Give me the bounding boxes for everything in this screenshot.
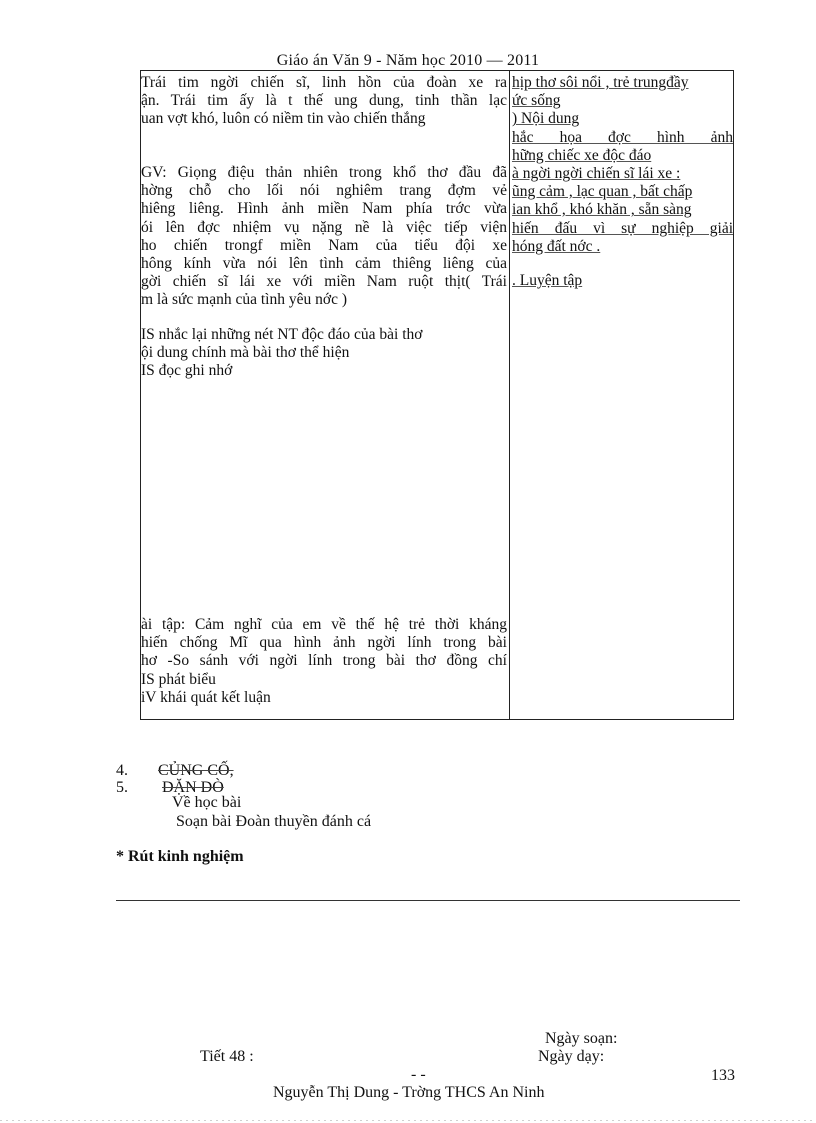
right-line: hóng đất nớc .: [512, 237, 601, 255]
left-line: gời chiến sĩ lái xe với miền Nam ruột thịt( Trái: [141, 273, 507, 291]
right-line: ) Nội dung: [512, 110, 580, 128]
footer-author: Nguyễn Thị Dung - Trờng THCS An Ninh: [273, 1084, 545, 1101]
left-block-1: [141, 74, 507, 129]
left-line: uan vợt khó, luôn có niềm tin vào chiến thắng: [141, 110, 426, 128]
prep-date-label: Ngày soạn:: [545, 1030, 618, 1047]
right-block-1: [512, 74, 733, 256]
task-review: Về học bài: [172, 794, 242, 811]
left-block-4: [141, 616, 507, 707]
footer-dotted-line: [0, 1120, 816, 1121]
left-line: hiến chống Mĩ qua hình ảnh ngời lính trong bài: [141, 634, 507, 652]
left-line: hờng chỗ cho lối nói nghiêm trang đợm vẻ: [141, 182, 507, 200]
teach-date-label: Ngày dạy:: [538, 1048, 605, 1065]
right-line: ian khổ , khó khăn , sẵn sàng: [512, 201, 692, 219]
section-5-label: DẶN DÒ: [162, 779, 224, 796]
left-line: ội dung chính mà bài thơ thể hiện: [141, 344, 350, 362]
page-header-title: Giáo án Văn 9 - Năm học 2010 — 2011: [276, 52, 540, 69]
section-4-number: 4.: [116, 762, 128, 779]
left-line: ận. Trái tim ấy là t thế ung dung, tinh thần lạc: [141, 92, 507, 110]
left-line: ho chiến trongf miền Nam của tiểu đội xe: [141, 236, 507, 254]
left-line: iV khái quát kết luận: [141, 688, 271, 706]
right-line: ức sống: [512, 92, 561, 110]
page-number: 133: [711, 1067, 735, 1084]
left-line: IS đọc ghi nhớ: [141, 362, 233, 380]
right-line: . Luyện tập: [512, 272, 583, 289]
right-line: hững chiếc xe độc đáo: [512, 146, 652, 164]
experience-rule: [116, 900, 740, 901]
task-prepare: Soạn bài Đoàn thuyền đánh cá: [176, 813, 372, 830]
left-line: m là sức mạnh của tình yêu nớc ): [141, 291, 347, 309]
left-line: GV: Giọng điệu thản nhiên trong khổ thơ đầu đã: [141, 164, 507, 181]
left-line: Trái tim ngời chiến sĩ, linh hồn của đoàn xe ra: [141, 74, 507, 91]
left-block-2: [141, 164, 507, 310]
experience-heading: * Rút kinh nghiệm: [116, 848, 244, 865]
left-line: hông kính vừa nói lên tình cảm thiêng liêng của: [141, 254, 507, 272]
right-line: hịp thơ sôi nổi , trẻ trungđầy: [512, 74, 689, 91]
right-line: ũng cảm , lạc quan , bất chấp: [512, 183, 693, 201]
left-line: hơ -So sánh với ngời lính trong bài thơ đồng chí: [141, 652, 507, 670]
section-5-number: 5.: [116, 779, 128, 796]
right-line: à ngời ngời chiến sĩ lái xe :: [512, 164, 681, 182]
section-4-label: CỦNG CỐ,: [158, 762, 234, 779]
lesson-table: [140, 70, 734, 720]
period-label: Tiết 48 :: [200, 1048, 254, 1065]
right-line: hắc họa đợc hình ảnh: [512, 128, 733, 146]
left-line: ói lên đợc nhiệm vụ nặng nề là việc tiếp viện: [141, 218, 507, 236]
column-divider: [509, 71, 510, 719]
left-line: ài tập: Cảm nghĩ của em về thế hệ trẻ thời kháng: [141, 616, 507, 633]
left-line: IS nhắc lại những nét NT độc đáo của bài thơ: [141, 326, 423, 343]
left-line: hiêng liêng. Hình ảnh miền Nam phía trớc vừa: [141, 200, 507, 218]
left-block-3: [141, 326, 507, 381]
right-block-2: [512, 272, 733, 290]
right-line: hiến đấu vì sự nghiệp giải: [512, 219, 733, 237]
left-line: IS phát biểu: [141, 670, 216, 688]
separator-dashes: - -: [411, 1066, 426, 1083]
